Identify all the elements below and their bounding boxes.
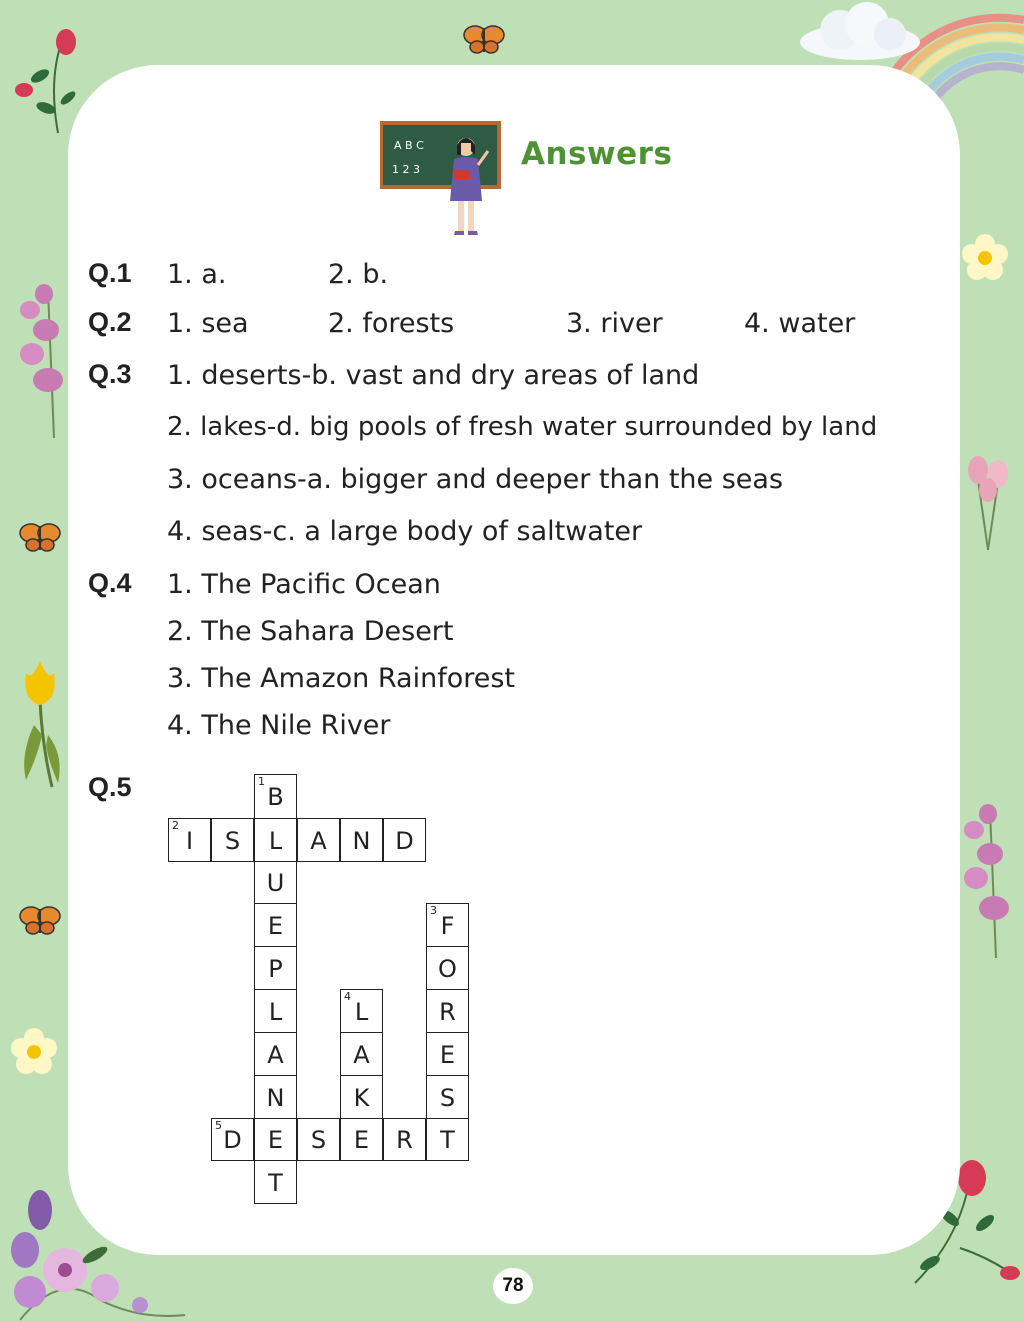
answer-item: 1. sea	[167, 308, 249, 339]
clue-number: 5	[215, 1119, 222, 1132]
crossword-cell	[383, 818, 426, 862]
clue-number: 1	[258, 775, 265, 788]
tulip-icon	[12, 655, 72, 790]
rose-icon	[8, 28, 78, 138]
question-label: Q.5	[88, 772, 132, 802]
crossword-letter: R	[439, 998, 456, 1026]
crossword-letter: T	[440, 1126, 455, 1154]
crossword-cell	[297, 818, 340, 862]
crossword-cell	[254, 946, 297, 990]
answer-item: 2. lakes-d. big pools of fresh water surrounded by land	[167, 412, 878, 442]
answer-item: 1. a.	[167, 259, 227, 290]
crossword-cell	[426, 946, 469, 990]
flower-icon	[8, 280, 68, 440]
crossword-cell	[254, 1075, 297, 1119]
crossword-letter: S	[439, 1084, 456, 1112]
butterfly-icon	[462, 22, 506, 56]
crossword-letter: L	[354, 998, 369, 1026]
crossword-letter: I	[185, 827, 194, 855]
crossword-letter: D	[395, 827, 414, 855]
cloud-icon	[795, 2, 925, 64]
crossword-cell	[426, 1075, 469, 1119]
crossword-cell	[254, 1118, 297, 1161]
flower-icon	[9, 1026, 59, 1076]
crossword-cell	[383, 1118, 426, 1161]
page-number: 78	[493, 1268, 533, 1304]
crossword-letter: S	[310, 1126, 327, 1154]
answer-item: 4. The Nile River	[167, 710, 391, 741]
clue-number: 4	[344, 990, 351, 1003]
answer-item: 3. river	[566, 308, 663, 339]
answer-item: 4. water	[744, 308, 856, 339]
crossword-cell	[168, 818, 211, 862]
crossword-letter: B	[267, 783, 284, 811]
answer-item: 1. deserts-b. vast and dry areas of land	[167, 360, 700, 391]
crossword-cell	[340, 989, 383, 1033]
flower-icon	[960, 800, 1020, 960]
crossword-letter: R	[396, 1126, 413, 1154]
crossword-cell	[254, 774, 297, 819]
crossword-letter: A	[310, 827, 327, 855]
crossword-cell	[340, 818, 383, 862]
answer-item: 3. The Amazon Rainforest	[167, 663, 515, 694]
crossword-letter: D	[223, 1126, 242, 1154]
board-letters: A B C	[394, 139, 424, 152]
tulip-icon	[958, 450, 1018, 554]
question-label: Q.2	[88, 307, 132, 337]
clue-number: 3	[430, 904, 437, 917]
crossword-cell	[340, 1032, 383, 1076]
crossword-letter: A	[267, 1041, 284, 1069]
answer-item: 2. The Sahara Desert	[167, 616, 454, 647]
crossword-letter: T	[268, 1169, 283, 1197]
crossword-letter: K	[353, 1084, 370, 1112]
crossword-letter: N	[266, 1084, 285, 1112]
crossword-cell	[340, 1075, 383, 1119]
crossword-letter: N	[352, 827, 371, 855]
crossword-letter: A	[353, 1041, 370, 1069]
chalkboard-teacher-illustration	[380, 121, 502, 241]
crossword-letter: E	[267, 912, 284, 940]
board-numbers: 1 2 3	[392, 163, 420, 176]
crossword-letter: E	[439, 1041, 456, 1069]
crossword-letter: L	[268, 998, 283, 1026]
crossword-cell	[254, 903, 297, 947]
crossword-letter: U	[266, 869, 285, 897]
crossword-letter: O	[438, 955, 457, 983]
butterfly-icon	[18, 903, 62, 937]
flower-icon	[960, 232, 1010, 282]
answer-item: 4. seas-c. a large body of saltwater	[167, 516, 643, 547]
crossword-letter: S	[224, 827, 241, 855]
crossword-cell	[297, 1118, 340, 1161]
crossword-cell	[426, 1032, 469, 1076]
crossword-letter: L	[268, 827, 283, 855]
crossword-letter: P	[268, 955, 283, 983]
question-label: Q.3	[88, 359, 132, 389]
crossword-cell	[254, 1160, 297, 1204]
crossword-cell	[426, 903, 469, 947]
question-label: Q.1	[88, 258, 132, 288]
crossword-cell	[254, 818, 297, 862]
content-panel	[68, 65, 960, 1255]
page-title: Answers	[521, 136, 673, 172]
crossword-cell	[426, 989, 469, 1033]
crossword-cell	[426, 1118, 469, 1161]
crossword-letter: E	[267, 1126, 284, 1154]
butterfly-icon	[18, 520, 62, 554]
crossword-cell	[340, 1118, 383, 1161]
crossword-cell	[211, 818, 254, 862]
answer-item: 2. b.	[328, 259, 389, 290]
crossword-letter: F	[440, 912, 455, 940]
answer-item: 2. forests	[328, 308, 455, 339]
crossword-cell	[254, 989, 297, 1033]
question-label: Q.4	[88, 568, 132, 598]
crossword-cell	[254, 1032, 297, 1076]
answer-item: 1. The Pacific Ocean	[167, 569, 441, 600]
crossword-cell	[254, 861, 297, 904]
crossword-letter: E	[353, 1126, 370, 1154]
clue-number: 2	[172, 819, 179, 832]
crossword-cell	[211, 1118, 254, 1161]
answer-item: 3. oceans-a. bigger and deeper than the seas	[167, 464, 784, 495]
